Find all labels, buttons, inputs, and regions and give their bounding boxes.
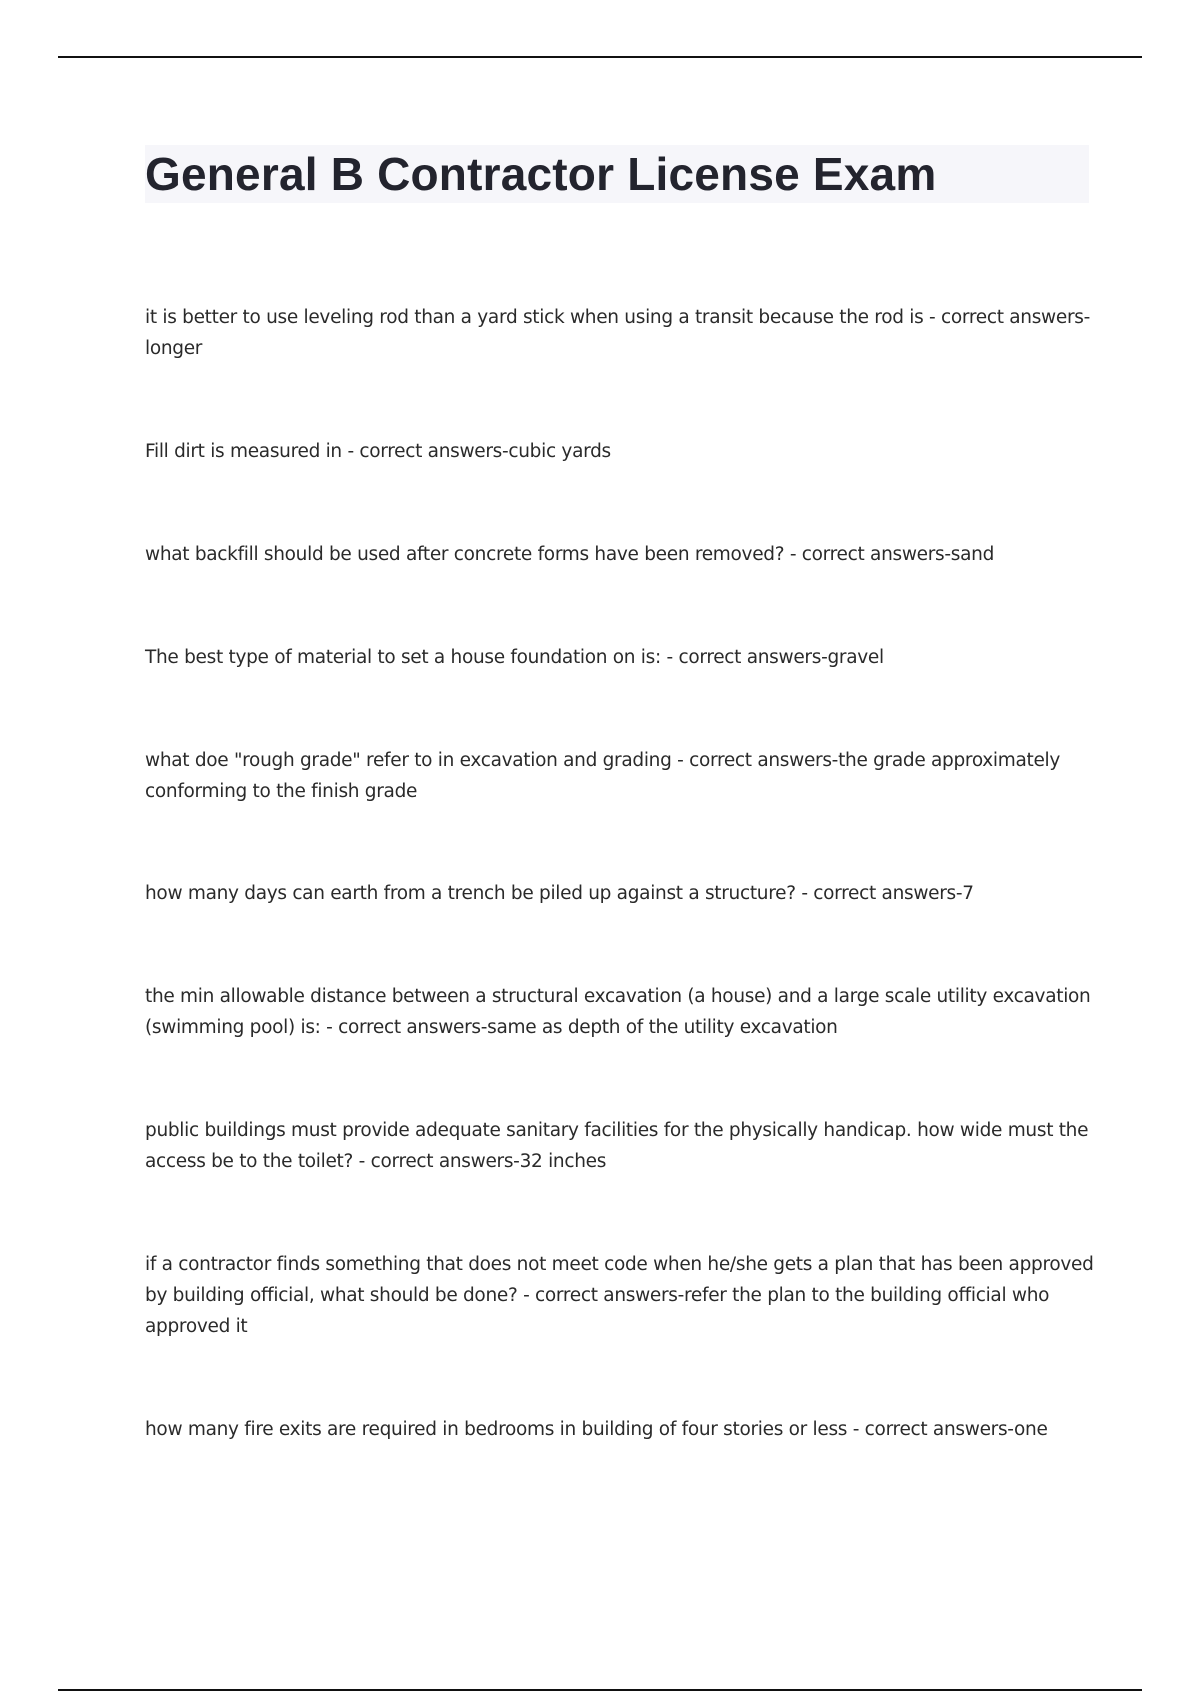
answer-text: 32 inches	[519, 1151, 607, 1172]
qa-item	[145, 642, 1095, 673]
qa-item	[145, 539, 1095, 570]
question-text: it is better to use leveling rod than a yard stick when using a transit because the rod is	[145, 307, 924, 328]
question-text: how many days can earth from a trench be piled up against a structure?	[145, 883, 796, 904]
answer-text: refer the plan to the building official who approved it	[145, 1285, 1050, 1337]
bottom-divider	[58, 1689, 1142, 1691]
question-text: what doe "rough grade" refer to in excavation and grading	[145, 750, 672, 771]
top-divider	[58, 56, 1142, 58]
answer-separator: - correct answers-	[795, 883, 963, 904]
qa-item	[145, 1414, 1095, 1445]
question-text: public buildings must provide adequate sanitary facilities for the physically handicap. how wide must the access be to the toilet?	[145, 1120, 1089, 1172]
answer-separator: - correct answers-	[320, 1017, 488, 1038]
answer-text: same as depth of the utility excavation	[487, 1017, 838, 1038]
answer-text: 7	[962, 883, 974, 904]
answer-separator: - correct answers-	[353, 1151, 520, 1172]
answer-separator: - correct answers-	[660, 647, 828, 668]
qa-item	[145, 745, 1095, 807]
question-text: if a contractor finds something that does not meet code when he/she gets a plan that has been approved by building official, what should be done?	[145, 1254, 1094, 1306]
answer-separator: - correct answers-	[847, 1419, 1015, 1440]
qa-item	[145, 302, 1095, 364]
qa-item	[145, 436, 1095, 467]
qa-item	[145, 1249, 1095, 1342]
title-banner	[145, 145, 1089, 203]
answer-text: cubic yards	[508, 441, 611, 462]
answer-separator: - correct answers-	[784, 544, 951, 565]
question-text: The best type of material to set a house foundation on is:	[145, 647, 661, 668]
answer-separator: - correct answers-	[923, 307, 1090, 328]
answer-text: one	[1014, 1419, 1048, 1440]
question-text: Fill dirt is measured in	[145, 441, 342, 462]
question-text: how many fire exits are required in bedrooms in building of four stories or less	[145, 1419, 848, 1440]
answer-text: longer	[145, 338, 203, 359]
qa-item	[145, 878, 1095, 909]
answer-separator: - correct answers-	[517, 1285, 685, 1306]
answer-text: sand	[950, 544, 995, 565]
qa-item	[145, 1115, 1095, 1177]
page-title: General B Contractor License Exam	[145, 148, 937, 200]
qa-item	[145, 981, 1095, 1043]
answer-separator: - correct answers-	[671, 750, 839, 771]
question-text: the min allowable distance between a structural excavation (a house) and a large scale utility excavation (swimming pool) is:	[145, 986, 1091, 1038]
answer-separator: - correct answers-	[341, 441, 509, 462]
answer-text: gravel	[827, 647, 884, 668]
question-text: what backfill should be used after concrete forms have been removed?	[145, 544, 785, 565]
answer-text: the grade approximately conforming to the finish grade	[145, 750, 1061, 802]
